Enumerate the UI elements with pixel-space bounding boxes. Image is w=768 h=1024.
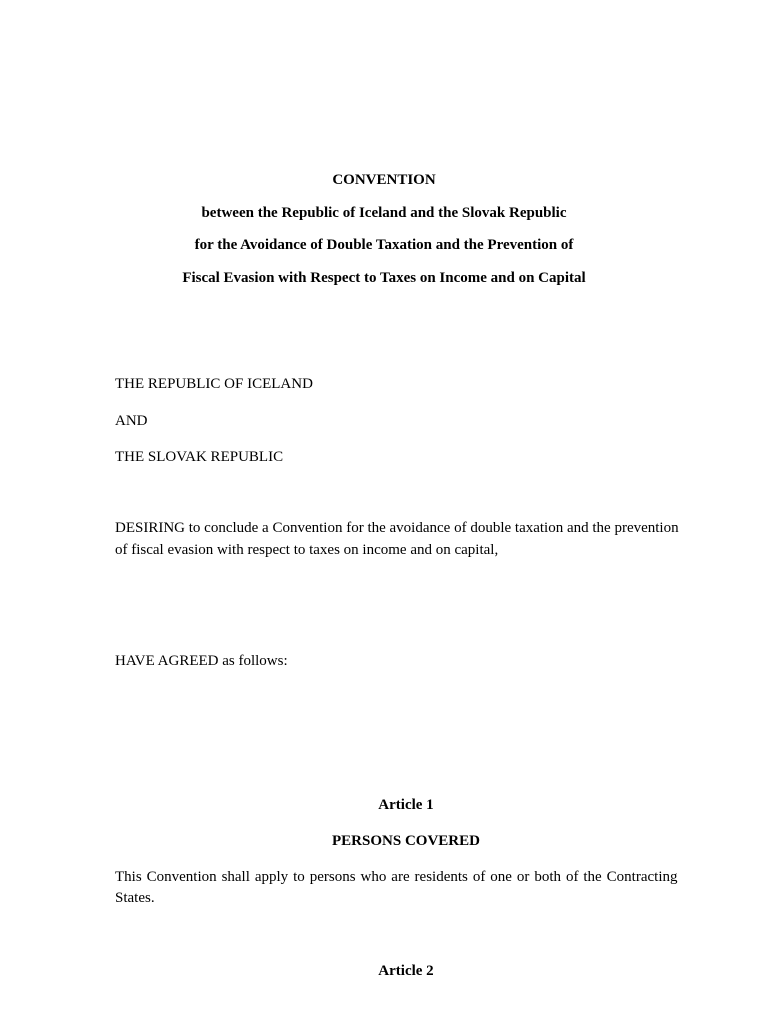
party-slovakia: THE SLOVAK REPUBLIC <box>115 449 284 465</box>
party-conjunction: AND <box>115 413 148 429</box>
article-1-number: Article 1 <box>378 797 434 813</box>
title-subline-1: between the Republic of Iceland and the Slovak Republic <box>201 205 567 221</box>
article-2-number: Article 2 <box>378 963 434 979</box>
preamble-desiring-line-2: of fiscal evasion with respect to taxes on income and on capital, <box>115 542 499 558</box>
preamble-desiring-line-1: DESIRING to conclude a Convention for the avoidance of double taxation and the prevention <box>115 520 679 536</box>
document-title: CONVENTION <box>332 172 436 188</box>
title-subline-2: for the Avoidance of Double Taxation and the Prevention of <box>194 237 574 253</box>
preamble-agreed: HAVE AGREED as follows: <box>115 653 288 669</box>
title-subline-3: Fiscal Evasion with Respect to Taxes on Income and on Capital <box>182 270 586 286</box>
article-1-text-line-2: States. <box>115 890 155 906</box>
article-1-text-line-1: This Convention shall apply to persons who are residents of one or both of the Contracting <box>115 869 678 885</box>
party-iceland: THE REPUBLIC OF ICELAND <box>115 376 313 392</box>
article-1-heading: PERSONS COVERED <box>332 833 480 849</box>
